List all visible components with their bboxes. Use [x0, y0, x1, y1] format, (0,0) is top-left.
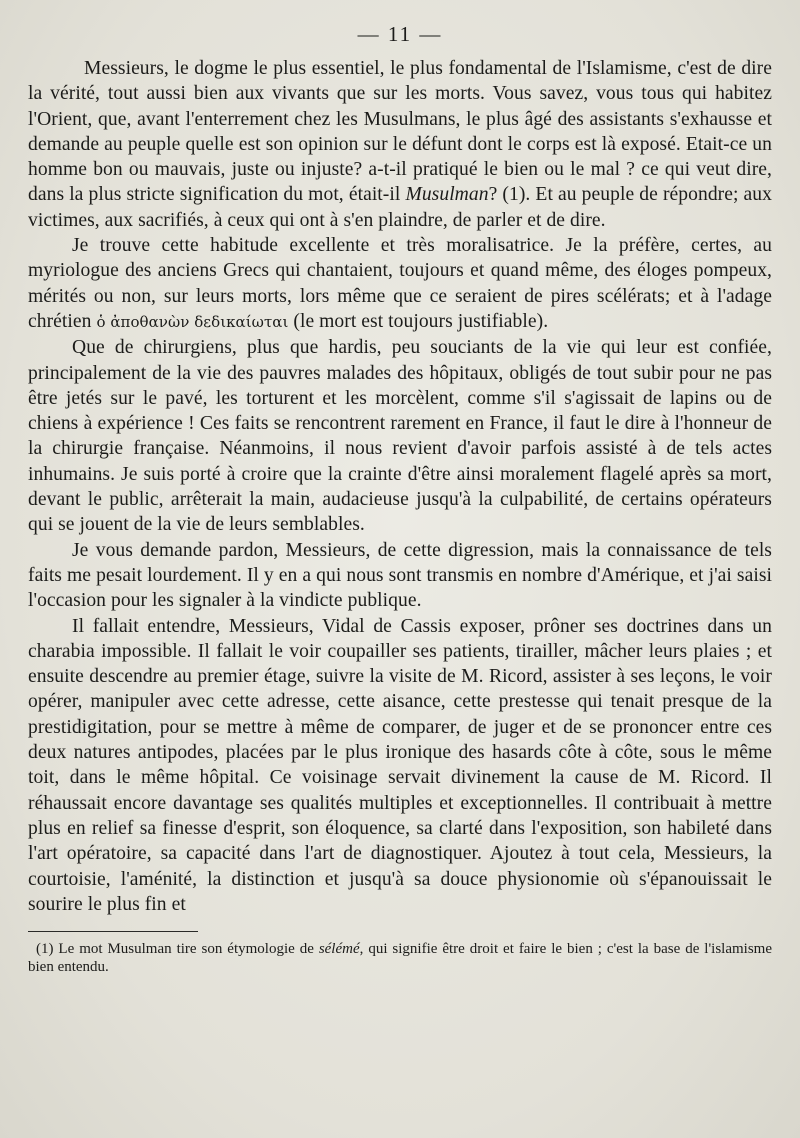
paragraph-2-text: Je trouve cette habitude excellente et très moralisatrice. Je la préfère, certes, au myriologue des anciens Grecs qui chantaient, toujours et quand même, des éloges pompeux, mérités ou non, sur leurs morts, lors même que ce seraient de pires scélérats; et à l'adage chrétien: [28, 235, 772, 332]
footnote-divider: [28, 931, 198, 932]
paragraph-3: Que de chirurgiens, plus que hardis, peu souciants de la vie qui leur est confiée, principalement de la vie des pauvres malades des hôpitaux, obligés de tout subir pour ne pas être jetés sur le pavé, les torturent et les morcèlent, comme s'il s'agissait de lapins ou de chiens à expérience ! Ces faits se rencontrent rarement en France, il faut le dire à l'honneur de la chirurgie française. Néanmoins, il nous revient d'avoir parfois assisté à de tels actes inhumains. Je suis porté à croire que la crainte d'être ainsi moralement flagelé après sa mort, devant le public, arrêterait la main, audacieuse jusqu'à la culpabilité, de certains opérateurs qui se jouent de la vie de leurs semblables.: [28, 337, 772, 536]
paragraph-1-italic: Musulman: [405, 184, 489, 206]
footnote-text-end: , qui signifie être droit et faire le bien ; c'est la base de l'islamisme bien entendu.: [28, 941, 772, 976]
paragraph-5: Il fallait entendre, Messieurs, Vidal de Cassis exposer, prôner ses doctrines dans un charabia impossible. Il fallait le voir coupailler ses patients, tirailler, mâcher leurs plaies ; et ensuite descendre au premier étage, suivre la visite de M. Ricord, assister à ses leçons, le voir opérer, manipuler avec cette adresse, cette aisance, cette prestesse qui tenait presque de la prestidigitation, pour se mettre à même de comparer, de juger et de se prononcer entre ces deux natures antipodes, placées par le plus ironique des hasards côte à côte, sous le même toit, dans le même hôpital. Ce voisinage servait divinement la cause de M. Ricord. Il réhaussait encore davantage ses qualités multiples et exceptionnelles. Il contribuait à mettre plus en relief sa finesse d'esprit, son éloquence, sa clarté dans l'exposition, son habileté dans l'art opératoire, sa capacité dans l'art de diagnostiquer. Ajoutez à tout cela, Messieurs, la courtoisie, l'aménité, la distinction et jusqu'à sa douce physionomie où s'épanouissait le sourire le plus fin et: [28, 615, 772, 915]
footnote-text: (1) Le mot Musulman tire son étymologie de: [36, 941, 319, 958]
page-number: — 11 —: [357, 22, 443, 46]
paragraph-1: [28, 56, 772, 233]
footnote: [28, 940, 772, 976]
footnote-italic: sélémé: [318, 941, 360, 958]
greek-adage: ὁ ἀποθανὼν δεδικαίωται: [96, 312, 289, 331]
paragraph-2: [28, 233, 772, 335]
paragraph-2-text-end: (le mort est toujours justifiable).: [288, 310, 549, 332]
body-text: [28, 56, 772, 917]
paragraph-4: Je vous demande pardon, Messieurs, de cette digression, mais la connaissance de tels faits me pesait lourdement. Il y en a qui nous sont transmis en nombre d'Amérique, et j'ai saisi l'occasion pour les signaler à la vindicte publique.: [28, 539, 772, 612]
paragraph-1-text-end: ? (1). Et au peuple de répondre; aux victimes, aux sacrifiés, à ceux qui ont à s'en plaindre, de parler et de dire.: [28, 184, 772, 231]
paragraph-1-text: Messieurs, le dogme le plus essentiel, le plus fondamental de l'Islamisme, c'est de dire la vérité, tout aussi bien aux vivants que sur les morts. Vous savez, vous tous qui habitez l'Orient, que, avant l'enterrement chez les Musulmans, le plus âgé des assistants s'exhausse et demande au peuple quelle est son opinion sur le défunt dont le corps est là exposé. Etait-ce un homme bon ou mauvais, juste ou injuste? a-t-il pratiqué le bien ou le mal ? ce qui veut dire, dans la plus stricte signification du mot, était-il: [28, 58, 772, 206]
